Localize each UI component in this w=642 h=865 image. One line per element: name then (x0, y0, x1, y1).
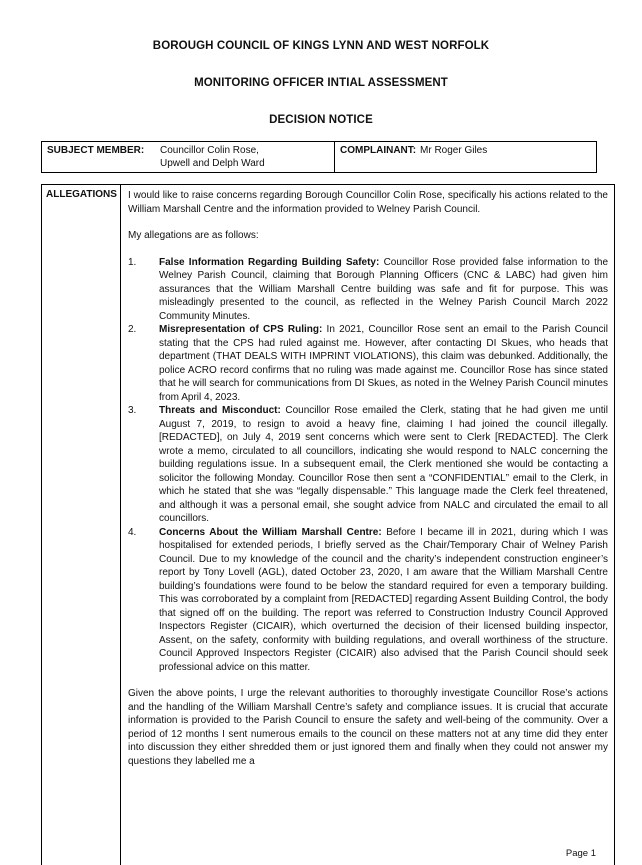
allegations-label: ALLEGATIONS (46, 189, 117, 200)
allegations-lead: My allegations are as follows: (128, 230, 259, 241)
list-item (128, 323, 608, 404)
list-item-text: Before I became ill in 2021, during which I was hospitalised for extended periods, I briefly served as the Chair/Temporary Chair of Welney Parish Council. Due to my knowledge of the council and the charity’s independent construction engineer’s report by Tony Lovell (AGL), dated October 23, 2020, I am aware that the William Marshall Centre building’s foundations were found to be below the standard required for even a temporary building. This was corroborated by a complaint from [REDACTED] regarding Assent Building Control, the body that signed off on the building. The report was referred to Construction Industry Council Approved Inspectors Register (CICAIR), which overturned the decision of their licensed building inspector, Assent, on the safety, conformity with building regulations, and overall worthiness of the structure. Council Approved Inspectors Register (CICAIR) also advised that the Parish Council should seek professional advice on this matter. (159, 526, 608, 673)
complainant-label: COMPLAINANT: (340, 145, 417, 156)
page-number: Page 1 (565, 848, 596, 859)
list-item (128, 256, 608, 324)
subject-table (41, 141, 597, 173)
list-item-number: 2. (128, 324, 137, 335)
allegations-intro: I would like to raise concerns regarding Borough Councillor Colin Rose, specifically his actions related to the William Marshall Centre and the information provided to Welney Parish Council. (128, 190, 608, 215)
subject-member-name: Councillor Colin Rose, (160, 145, 259, 156)
subject-member-label: SUBJECT MEMBER: (47, 145, 145, 156)
subject-member-ward: Upwell and Delph Ward (160, 158, 265, 169)
allegations-content (128, 189, 608, 768)
allegations-closing: Given the above points, I urge the relevant authorities to thoroughly investigate Councillor Rose’s actions and the handling of the William Marshall Centre’s safety and compliance issues. It is crucial that accurate information is provided to the Parish Council to ensure the safety and well-being of the community. Over a period of 12 months I sent numerous emails to the council on these matters not at any time did they enter into discussion they either shredded them or just ignored them and finally when they could not answer my questions they labelled me a (128, 688, 608, 767)
list-item-text: Councillor Rose emailed the Clerk, stating that he had given me until August 7, 2019, to resign to avoid a heavy fine, claiming I had joined the council illegally. [REDACTED], on July 4, 2019 sent concerns which were sent to Clerk [REDACTED]. The Clerk wrote a memo, circulated to all councillors, indicating she would respond to NALC concerning the building regulations issue. In a subsequent email, the Clerk mentioned she would be contacting a solicitor the following Monday. Councillor Rose then sent a “CONFIDENTIAL” email to the Clerk, in which he stated that she was “legally dispensable.” This language made the Clerk feel threatened, and although it was a personal email, she sought advice from NALC and circulated the email to all councillors. (159, 405, 608, 524)
list-item-title: Concerns About the William Marshall Centre: (159, 526, 382, 538)
list-item-title: False Information Regarding Building Safety: (159, 256, 380, 268)
table-divider (334, 142, 335, 172)
list-item-text: Councillor Rose provided false information to the Welney Parish Council, claiming that Borough Planning Officers (CNC & LABC) had given him assurances that the William Marshall Centre building was safe and fit for purpose. This was misleadingly presented to the council, as reflected in the Welney Parish Council March 2022 Community Minutes. (159, 256, 609, 322)
document-subtitle: MONITORING OFFICER INTIAL ASSESSMENT (194, 77, 448, 89)
list-item-number: 4. (128, 526, 137, 538)
list-item-number: 3. (128, 405, 137, 416)
decision-notice-heading: DECISION NOTICE (269, 114, 373, 126)
list-item-title: Threats and Misconduct: (159, 405, 281, 416)
document-title: BOROUGH COUNCIL OF KINGS LYNN AND WEST NORFOLK (152, 40, 490, 52)
complainant-name: Mr Roger Giles (420, 145, 488, 156)
list-item-text: In 2021, Councillor Rose sent an email to the Parish Council stating that the CPS had ruled against me. However, after contacting DI Skues, who heads that department (THAT DEALS WITH IMPRINT VIOLATIONS), this claim was debunked. Additionally, the police ACRO record confirms that no ruling was made against me. Councillor Rose has since stated that he will search for communications from DI Skues, as noted in the Welney Parish Council minutes from April 4, 2023. (159, 324, 609, 403)
list-item (128, 404, 608, 526)
table-divider (120, 185, 121, 865)
list-item-title: Misrepresentation of CPS Ruling: (159, 324, 323, 335)
list-item (128, 526, 608, 675)
list-item-number: 1. (128, 256, 137, 268)
allegations-table (41, 184, 615, 865)
